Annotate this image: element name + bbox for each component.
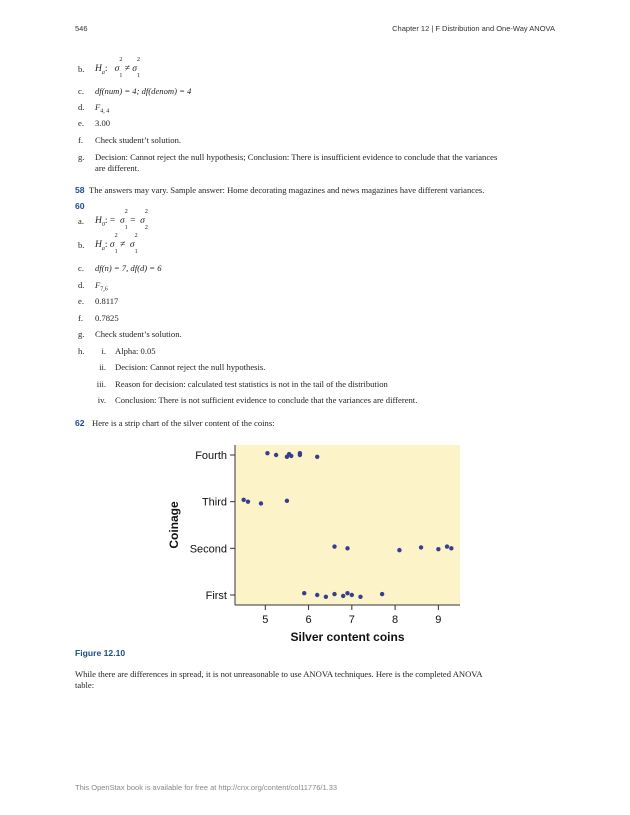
x-axis — [235, 605, 460, 626]
x-tick-label: 8 — [392, 614, 399, 626]
data-point — [241, 498, 245, 502]
y-tick-label: Second — [189, 543, 227, 556]
x-axis-title: Silver content coins — [290, 630, 405, 644]
data-point — [246, 499, 250, 503]
data-point — [397, 548, 401, 552]
chapter-title: Chapter 12 | F Distribution and One-Way ANOVA — [392, 24, 555, 33]
x-tick-label: 7 — [348, 614, 355, 626]
plot-background — [235, 445, 460, 605]
data-point — [380, 592, 384, 596]
y-tick-label: Third — [201, 496, 227, 509]
strip-chart — [160, 435, 480, 645]
data-point — [315, 593, 319, 597]
data-point — [298, 453, 302, 457]
y-tick-label: Fourth — [195, 450, 227, 462]
data-point — [302, 591, 306, 595]
figure-caption: Figure 12.10 — [75, 648, 126, 658]
data-point — [445, 544, 449, 548]
data-point — [274, 453, 278, 457]
data-point — [259, 501, 263, 505]
data-point — [341, 594, 345, 598]
data-point — [332, 592, 336, 596]
data-point — [350, 593, 354, 597]
data-point — [324, 595, 328, 599]
page-number: 546 — [75, 24, 88, 33]
y-tick-label: First — [205, 590, 227, 602]
y-axis-title: Coinage — [167, 501, 181, 549]
x-tick-label: 5 — [262, 614, 269, 626]
footer-note: This OpenStax book is available for free at http://cnx.org/content/col11776/1.33 — [75, 783, 338, 792]
data-point — [345, 591, 349, 595]
data-point — [332, 544, 336, 548]
data-point — [265, 451, 269, 455]
x-tick-label: 9 — [435, 614, 442, 626]
data-point — [285, 499, 289, 503]
data-point — [419, 545, 423, 549]
data-point — [315, 455, 319, 459]
x-tick-label: 6 — [305, 614, 312, 626]
data-point — [436, 547, 440, 551]
data-point — [289, 454, 293, 458]
y-axis — [190, 445, 235, 605]
data-point — [449, 546, 453, 550]
data-point — [345, 546, 349, 550]
data-point — [358, 595, 362, 599]
